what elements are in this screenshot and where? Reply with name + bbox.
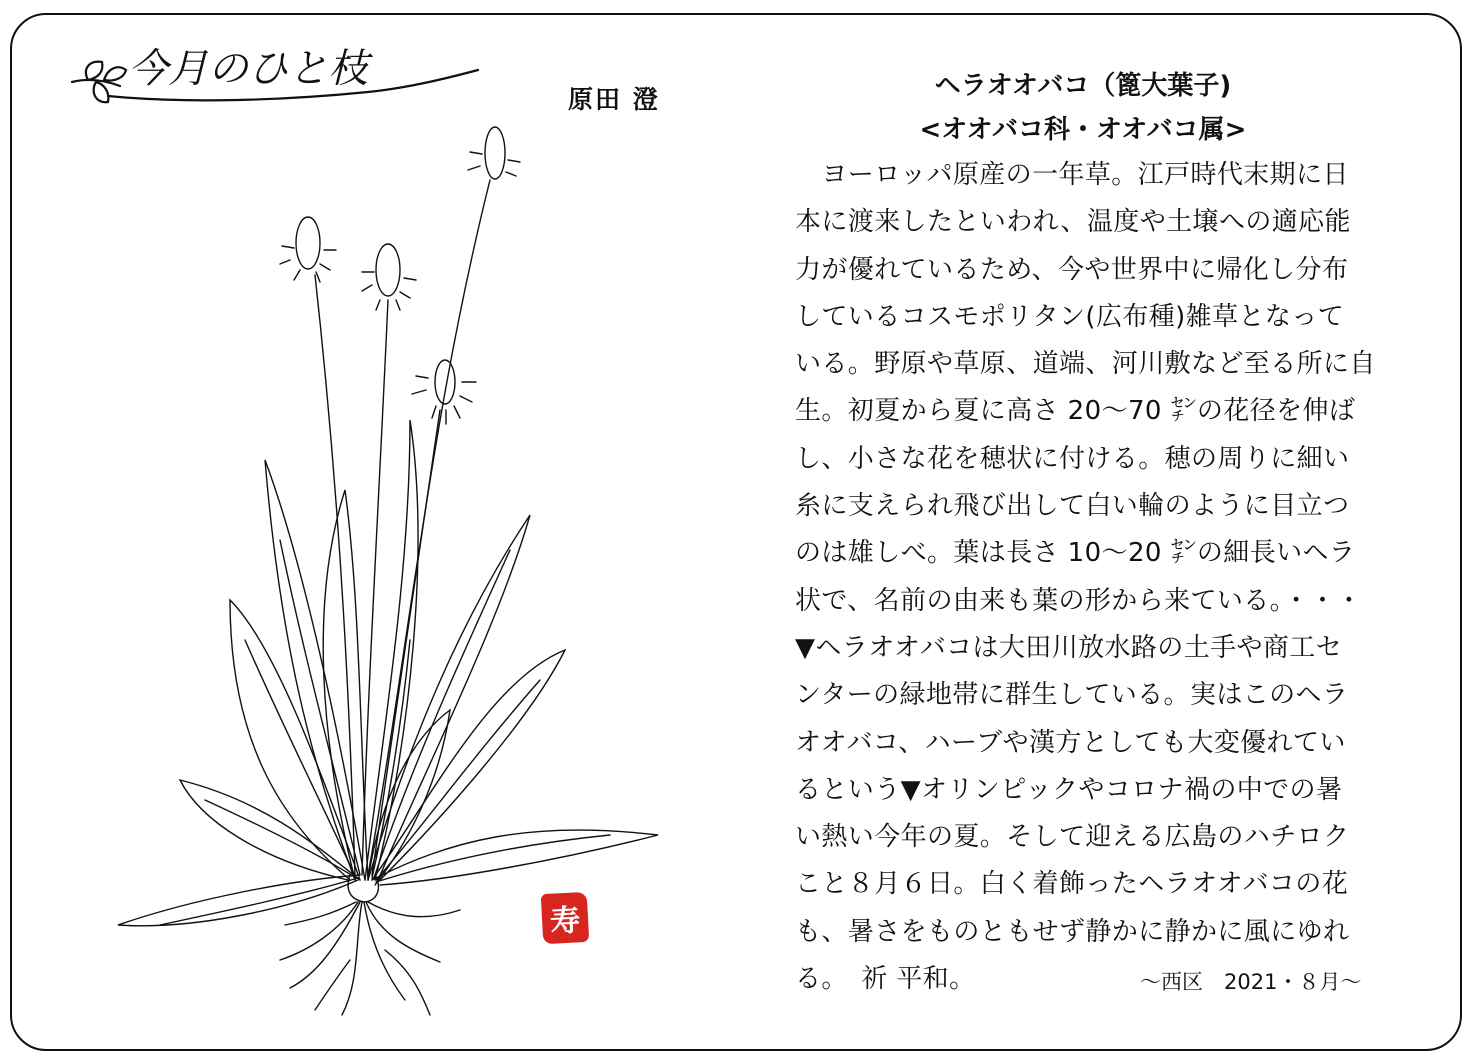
title-line-1: ヘラオオバコ（篦大葉子) xyxy=(934,71,1232,101)
body-line: 本に渡来したといわれ、温度や土壌への適応能 xyxy=(795,207,1351,238)
column-logo xyxy=(68,30,488,120)
article-body xyxy=(795,152,1395,1003)
body-line: こと８月６日。白く着飾ったヘラオオバコの花 xyxy=(795,869,1349,900)
title-line-2: <オオバコ科・オオバコ属> xyxy=(919,115,1247,145)
body-line: るという▼オリンピックやコロナ禍の中での暑 xyxy=(795,774,1343,805)
body-line: い熱い今年の夏。そして迎える広島のハチロク xyxy=(795,822,1350,853)
plant-illustration xyxy=(110,120,670,1030)
logo-text: 今月のひと枝 xyxy=(128,46,368,92)
body-line: ンターの緑地帯に群生している。実はこのヘラ xyxy=(795,680,1349,711)
body-line: いる。野原や草原、道端、河川敷など至る所に自 xyxy=(795,349,1376,380)
body-line: ▼ヘラオオバコは大田川放水路の土手や商工セ xyxy=(795,632,1343,663)
article-title xyxy=(795,64,1371,152)
body-line: 生。初夏から夏に高さ 20～70 ㌢の花径を伸ば xyxy=(795,396,1356,427)
signature: ～西区 2021・８月～ xyxy=(1140,970,1362,994)
author-name: 原田 澄 xyxy=(568,85,660,114)
red-seal-stamp: 寿 xyxy=(541,892,590,944)
body-line: 力が優れているため、今や世界中に帰化し分布 xyxy=(795,254,1349,285)
body-line: オオバコ、ハーブや漢方としても大変優れてい xyxy=(795,727,1346,758)
body-line: のは雄しべ。葉は長さ 10～20 ㌢の細長いヘラ xyxy=(795,538,1356,569)
body-line: し、小さな花を穂状に付ける。穂の周りに細い xyxy=(795,443,1350,474)
body-line: も、暑さをものともせず静かに静かに風にゆれ xyxy=(795,916,1350,947)
body-line: ヨーロッパ原産の一年草。江戸時代末期に日 xyxy=(795,160,1349,190)
body-line: 状で、名前の由来も葉の形から来ている。・・・ xyxy=(795,585,1363,616)
body-line: 糸に支えられ飛び出して白い輪のように目立つ xyxy=(795,491,1350,522)
body-line: しているコスモポリタン(広布種)雑草となって xyxy=(795,301,1345,332)
body-line: る。 祈 平和。 xyxy=(795,964,976,995)
